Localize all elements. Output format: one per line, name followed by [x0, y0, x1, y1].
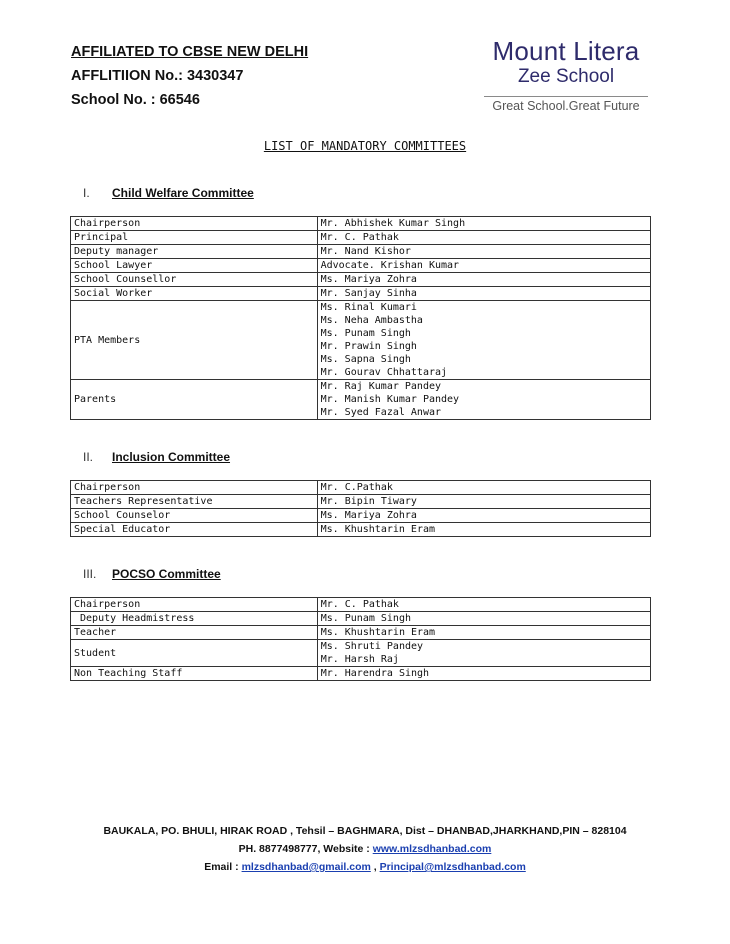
- role-cell: Special Educator: [71, 523, 318, 537]
- member-cell: Ms. Khushtarin Eram: [317, 523, 650, 537]
- table-row: [71, 273, 651, 287]
- footer-email: [0, 858, 730, 876]
- table-row: [71, 301, 651, 380]
- member-cell: Advocate. Krishan Kumar: [317, 259, 650, 273]
- role-cell: Chairperson: [71, 217, 318, 231]
- member-cell: [317, 380, 650, 420]
- member-name: Mr. Syed Fazal Anwar: [320, 407, 442, 418]
- member-cell: Mr. C. Pathak: [317, 598, 650, 612]
- member-cell: Mr. Nand Kishor: [317, 245, 650, 259]
- section-numeral: III.: [83, 567, 97, 581]
- affiliation-line: AFFILIATED TO CBSE NEW DELHI: [71, 44, 309, 60]
- email-link-general[interactable]: mlzsdhanbad@gmail.com: [241, 861, 371, 873]
- email-separator: ,: [370, 861, 380, 873]
- role-cell: Deputy manager: [71, 245, 318, 259]
- table-row: [71, 231, 651, 245]
- section-heading: [83, 186, 254, 200]
- section-numeral: II.: [83, 450, 94, 464]
- member-cell: Mr. C.Pathak: [317, 481, 650, 495]
- table-row: [71, 626, 651, 640]
- section-numeral: I.: [83, 186, 90, 200]
- section-heading: [83, 567, 221, 581]
- member-cell: Ms. Mariya Zohra: [317, 509, 650, 523]
- table-row: [71, 523, 651, 537]
- table-row: [71, 495, 651, 509]
- section-heading: [83, 450, 230, 464]
- logo-line-2: Zee School: [517, 66, 615, 87]
- member-cell: [317, 640, 650, 667]
- member-cell: Mr. Bipin Tiwary: [317, 495, 650, 509]
- website-link[interactable]: www.mlzsdhanbad.com: [372, 843, 492, 855]
- table-row: [71, 481, 651, 495]
- role-cell: Principal: [71, 231, 318, 245]
- affiliation-number: AFFLITIION No.: 3430347: [71, 68, 244, 84]
- role-cell: Non Teaching Staff: [71, 667, 318, 681]
- member-name: Mr. Gourav Chhattaraj: [320, 367, 448, 378]
- table-row: [71, 287, 651, 301]
- role-cell: Chairperson: [71, 481, 318, 495]
- table-row: [71, 640, 651, 667]
- table-row: [71, 667, 651, 681]
- table-row: [71, 380, 651, 420]
- role-cell: Student: [71, 640, 318, 667]
- section-name: POCSO Committee: [112, 567, 221, 581]
- member-cell: Ms. Punam Singh: [317, 612, 650, 626]
- role-cell: School Counsellor: [71, 273, 318, 287]
- member-name: Ms. Punam Singh: [320, 328, 411, 339]
- member-name: Mr. Harsh Raj: [320, 654, 399, 665]
- role-cell: Deputy Headmistress: [71, 612, 318, 626]
- table-row: [71, 509, 651, 523]
- table-row: [71, 245, 651, 259]
- role-cell: Social Worker: [71, 287, 318, 301]
- member-name: Ms. Neha Ambastha: [320, 315, 423, 326]
- member-name: Mr. Raj Kumar Pandey: [320, 381, 442, 392]
- page-title: LIST OF MANDATORY COMMITTEES: [263, 139, 467, 153]
- footer-address: BAUKALA, PO. BHULI, HIRAK ROAD , Tehsil – BAGHMARA, Dist – DHANBAD,JHARKHAND,PIN – 828104: [103, 825, 627, 837]
- member-name: Ms. Rinal Kumari: [320, 302, 417, 313]
- section-name: Child Welfare Committee: [112, 186, 254, 200]
- school-header: [71, 40, 308, 112]
- phone-text: PH. 8877498777, Website :: [238, 843, 373, 855]
- pocso-table: [70, 597, 651, 681]
- table-row: [71, 598, 651, 612]
- member-name: Mr. Manish Kumar Pandey: [320, 394, 460, 405]
- member-name: Mr. Prawin Singh: [320, 341, 417, 352]
- table-row: [71, 259, 651, 273]
- role-cell: Chairperson: [71, 598, 318, 612]
- role-cell: School Lawyer: [71, 259, 318, 273]
- member-cell: [317, 301, 650, 380]
- role-cell: Parents: [71, 380, 318, 420]
- inclusion-table: [70, 480, 651, 537]
- role-cell: Teacher: [71, 626, 318, 640]
- email-label: Email :: [204, 861, 242, 873]
- footer-contact: [0, 840, 730, 858]
- section-name: Inclusion Committee: [112, 450, 231, 464]
- member-cell: Mr. C. Pathak: [317, 231, 650, 245]
- logo-rule: [484, 96, 648, 97]
- child-welfare-table: [70, 216, 651, 420]
- table-row: [71, 217, 651, 231]
- member-cell: Mr. Harendra Singh: [317, 667, 650, 681]
- member-cell: Ms. Mariya Zohra: [317, 273, 650, 287]
- logo-line-1: Mount Litera: [492, 36, 640, 66]
- school-logo: [484, 36, 648, 114]
- table-row: [71, 612, 651, 626]
- member-name: Ms. Sapna Singh: [320, 354, 411, 365]
- logo-tagline: Great School.Great Future: [492, 99, 640, 113]
- email-link-principal[interactable]: Principal@mlzsdhanbad.com: [379, 861, 526, 873]
- member-cell: Mr. Sanjay Sinha: [317, 287, 650, 301]
- member-name: Ms. Shruti Pandey: [320, 641, 424, 652]
- role-cell: School Counselor: [71, 509, 318, 523]
- member-cell: Ms. Khushtarin Eram: [317, 626, 650, 640]
- member-cell: Mr. Abhishek Kumar Singh: [317, 217, 650, 231]
- role-cell: Teachers Representative: [71, 495, 318, 509]
- role-cell: PTA Members: [71, 301, 318, 380]
- school-number: School No. : 66546: [71, 92, 200, 108]
